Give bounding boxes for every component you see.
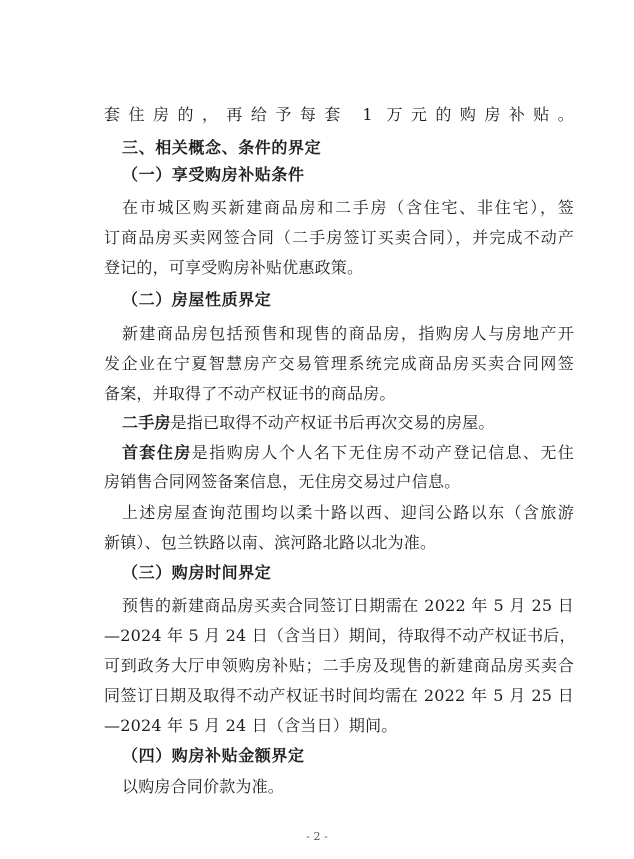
paragraph-line: 上述房屋查询范围均以柔十路以西、迎闫公路以东（含旅游 xyxy=(122,503,574,522)
paragraph-line: 套住房的，再给予每套 1 万元的购房补贴。 xyxy=(104,105,574,124)
term-secondhand: 二手房 xyxy=(122,413,171,432)
definition-text: 是指已取得不动产权证书后再次交易的房屋。 xyxy=(170,413,495,432)
paragraph-line: 订商品房买卖网签合同（二手房签订买卖合同），并完成不动产 xyxy=(104,228,574,247)
page-number: - 2 - xyxy=(306,830,328,843)
paragraph-line: 登记的，可享受购房补贴优惠政策。 xyxy=(104,258,364,277)
paragraph-line: 新镇）、包兰铁路以南、滨河路北路以北为准。 xyxy=(104,533,437,552)
paragraph-line: 备案，并取得了不动产权证书的商品房。 xyxy=(104,384,396,403)
paragraph-line: 同签订日期及取得不动产权证书时间均需在 2022 年 5 月 25 日 xyxy=(104,686,574,705)
paragraph-line: 预售的新建商品房买卖合同签订日期需在 2022 年 5 月 25 日 xyxy=(122,596,574,615)
paragraph-line: 新建商品房包括预售和现售的商品房，指购房人与房地产开 xyxy=(122,324,574,343)
paragraph-line: —2024 年 5 月 24 日（含当日）期间，待取得不动产权证书后， xyxy=(104,626,576,645)
paragraph-line: 以购房合同价款为准。 xyxy=(122,777,285,796)
paragraph-line: 房销售合同网签备案信息，无住房交易过户信息。 xyxy=(104,472,461,491)
paragraph-line xyxy=(122,411,592,435)
term-first-home: 首套住房 xyxy=(122,443,192,462)
paragraph-line: 可到政务大厅申领购房补贴；二手房及现售的新建商品房买卖合 xyxy=(104,656,574,675)
paragraph-line: 发企业在宁夏智慧房产交易管理系统完成商品房买卖合同网签 xyxy=(104,354,574,373)
paragraph-line: —2024 年 5 月 24 日（含当日）期间。 xyxy=(104,716,398,735)
subsection-heading: （一）享受购房补贴条件 xyxy=(122,165,305,184)
section-heading: 三、相关概念、条件的界定 xyxy=(122,138,322,157)
paragraph-line: 在市城区购买新建商品房和二手房（含住宅、非住宅），签 xyxy=(122,198,574,217)
paragraph-line xyxy=(122,441,574,465)
subsection-heading: （三）购房时间界定 xyxy=(122,563,272,582)
subsection-heading: （四）购房补贴金额界定 xyxy=(122,746,305,765)
definition-text: 是指购房人个人名下无住房不动产登记信息、无住 xyxy=(191,443,574,462)
subsection-heading: （二）房屋性质界定 xyxy=(122,290,272,309)
